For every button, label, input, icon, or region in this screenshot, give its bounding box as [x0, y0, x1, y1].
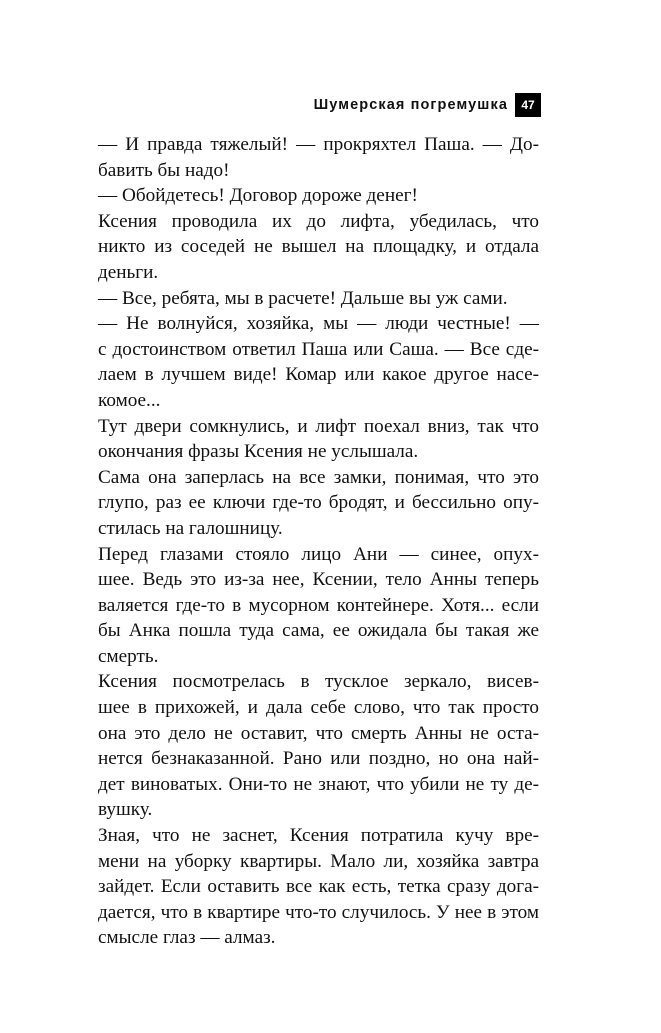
text-line: Сама она заперлась на все замки, понимая, что это: [98, 466, 539, 488]
page-number-badge: 47: [515, 93, 541, 117]
text-line: никто из соседей не вышел на площадку, и отдала: [98, 236, 539, 258]
text-line: — И правда тяжелый! — прокряхтел Паша. — До-: [98, 134, 539, 155]
paragraph: [98, 465, 539, 542]
text-line: она это дело не оставит, что смерть Анны не оста-: [98, 722, 539, 744]
text-line: Ксения проводила их до лифта, убедилась, что: [98, 210, 539, 232]
text-line: шее в прихожей, и дала себе слово, что так просто: [98, 697, 539, 719]
text-line: вушку.: [98, 799, 153, 821]
paragraph: [98, 311, 539, 413]
text-line: с достоинством ответил Паша или Саша. — Все сде-: [98, 338, 539, 360]
text-line: лаем в лучшем виде! Комар или какое другое насе-: [98, 364, 539, 386]
text-line: Ксения посмотрелась в тусклое зеркало, висев-: [98, 671, 539, 693]
text-line: валяется где-то в мусорном контейнере. Хотя... если: [98, 594, 539, 616]
text-line: шее. Ведь это из-за нее, Ксении, тело Анны теперь: [98, 569, 539, 591]
text-line: Тут двери сомкнулись, и лифт поехал вниз, так что: [98, 415, 539, 437]
text-line: комое...: [98, 389, 161, 411]
text-line: — Все, ребята, мы в расчете! Дальше вы уж сами.: [98, 287, 508, 309]
text-line: глупо, раз ее ключи где-то бродят, и бессильно опу-: [98, 492, 539, 514]
paragraph: [98, 209, 539, 286]
text-line: бавить бы надо!: [98, 159, 230, 181]
paragraph: [98, 132, 539, 183]
paragraph: [98, 414, 539, 465]
running-header: [314, 93, 541, 117]
text-line: смысле глаз — алмаз.: [98, 927, 276, 949]
paragraph: [98, 183, 539, 209]
text-line: Зная, что не заснет, Ксения потратила кучу вре-: [98, 825, 539, 847]
paragraph: [98, 542, 539, 670]
text-line: зайдет. Если оставить все как есть, тетка сразу дога-: [98, 876, 539, 898]
text-line: — Обойдетесь! Договор дороже денег!: [98, 185, 418, 207]
text-line: окончания фразы Ксения не услышала.: [98, 441, 419, 463]
paragraph: [98, 669, 539, 823]
text-line: дет виноватых. Они-то не знают, что убили не ту де-: [98, 773, 539, 795]
text-line: бы Анка пошла туда сама, ее ожидала бы такая же: [98, 620, 539, 642]
text-line: дается, что в квартире что-то случилось. У нее в этом: [98, 901, 539, 923]
text-line: смерть.: [98, 645, 159, 667]
text-line: деньги.: [98, 261, 159, 283]
paragraph: [98, 823, 539, 951]
body-text: [98, 132, 539, 951]
paragraph: [98, 286, 539, 312]
text-line: нется безнаказанной. Рано или поздно, но она най-: [98, 748, 539, 770]
header-title: Шумерская погремушка: [313, 97, 508, 113]
text-line: Перед глазами стояло лицо Ани — синее, опух-: [98, 543, 539, 565]
text-line: мени на уборку квартиры. Мало ли, хозяйка завтра: [98, 850, 539, 872]
text-line: стилась на галошницу.: [98, 517, 283, 539]
text-line: — Не волнуйся, хозяйка, мы — люди честные! —: [98, 313, 539, 335]
